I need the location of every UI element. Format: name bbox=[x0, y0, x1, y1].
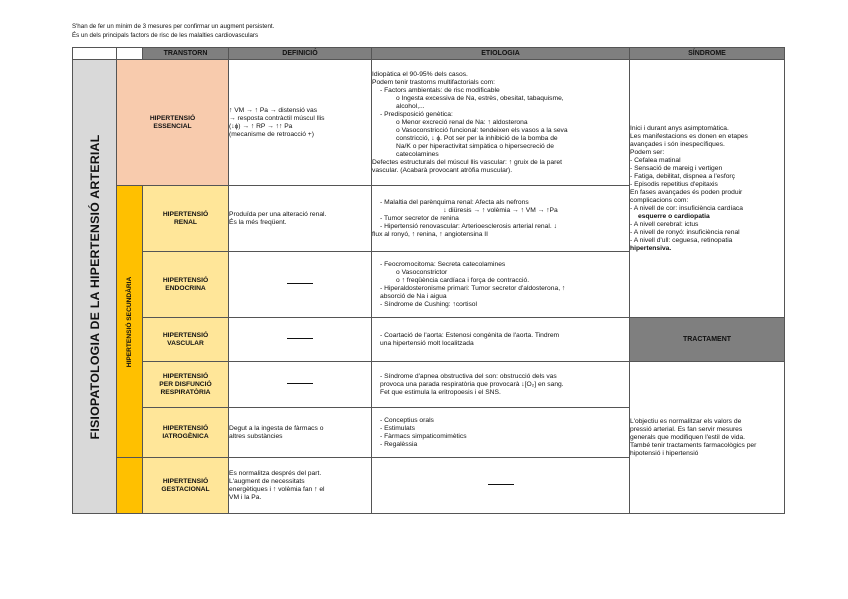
disorder-gestacional: HIPERTENSIÓ GESTACIONAL bbox=[143, 458, 229, 514]
definition-respiratoria bbox=[229, 362, 372, 408]
category-label: FISIOPATOLOGIA DE LA HIPERTENSIÓ ARTERIAL bbox=[87, 134, 102, 439]
definition-essencial: ↑ VM → ↑ Pa → distensió vas → resposta contràctil múscul llis (↓ɸ) → ↑ RP → ↑↑ Pa (mecanisme de retroacció +) bbox=[229, 60, 372, 186]
disorder-renal: HIPERTENSIÓ RENAL bbox=[143, 186, 229, 252]
header-blank bbox=[73, 48, 117, 60]
note-line: S'han de fer un mínim de 3 mesures per confirmar un augment persistent. bbox=[72, 23, 275, 30]
notes bbox=[72, 22, 274, 40]
header-definicio: DEFINICIÓ bbox=[229, 48, 372, 60]
etiology-vascular: - Coartació de l'aorta: Estenosi congènita de l'aorta. Tindrem una hipertensió molt localitzada bbox=[372, 318, 630, 362]
etiology-endocrina: - Feocromocitoma: Secreta catecolamines o Vasoconstrictor o ↑ freqüència cardíaca i força de contracció. - Hiperaldosteronisme primari: Tumor secretor d'aldosterona, ↑ absorció de Na i aigua - Síndrome de Cushing: ↑cortisol bbox=[372, 252, 630, 318]
hypertension-table bbox=[72, 47, 785, 514]
header-etiologia: ETIOLOGIA bbox=[372, 48, 630, 60]
subcategory-label: HIPERTENSIÓ SECUNDÀRIA bbox=[125, 276, 133, 367]
note-line: És un dels principals factors de risc de les malalties cardiovasculars bbox=[72, 32, 259, 39]
definition-iatrogenica: Degut a la ingesta de fàrmacs o altres substàncies bbox=[229, 408, 372, 458]
subcategory-cell bbox=[117, 186, 143, 458]
subcategory-filler bbox=[117, 458, 143, 514]
definition-vascular bbox=[229, 318, 372, 362]
etiology-iatrogenica: - Conceptius orals - Estimulats - Fàrmacs simpaticomimètics - Regalèssia bbox=[372, 408, 630, 458]
disorder-vascular: HIPERTENSIÓ VASCULAR bbox=[143, 318, 229, 362]
disorder-iatrogenica: HIPERTENSIÓ IATROGÈNICA bbox=[143, 408, 229, 458]
category-cell bbox=[73, 60, 117, 514]
syndrome-cell: Inici i durant anys asimptomàtica. Les manifestacions es donen en etapes avançades i són inespecífiques. Podem ser: - Cefalea matinal - Sensació de mareig i vertigen - Fatiga, debilitat, dispnea a l'esforç - Episodis repetitius d'epitaxis En fases avançades és poden produir complicacions com: - A nivell de cor: insuficiència cardíaca esquerre o cardiopatia - A nivell cerebral: ictus - A nivell de ronyó: insuficiència renal - A nivell d'ull: ceguesa, retinopatia hipertensiva. bbox=[630, 60, 785, 318]
header-sindrome: SÍNDROME bbox=[630, 48, 785, 60]
etiology-renal: - Malaltia del parènquima renal: Afecta als nefrons ↓ diüresis → ↑ volèmia → ↑ VM → ↑Pa - Tumor secretor de renina - Hipertensió renovascular: Arterioesclerosis arterial renal. ↓ flux al ronyó, ↑ renina, ↑ angiotensina II bbox=[372, 186, 630, 252]
disorder-endocrina: HIPERTENSIÓ ENDOCRINA bbox=[143, 252, 229, 318]
header-tractament: TRACTAMENT bbox=[630, 318, 785, 362]
treatment-cell: L'objectiu es normalitzar els valors de pressió arterial. Es fan servir mesures generals que modifiquen l'estil de vida. També tenir tractaments farmacològics per hipotensió i hipertensió bbox=[630, 362, 785, 514]
definition-renal: Produïda per una alteració renal. És la més freqüent. bbox=[229, 186, 372, 252]
etiology-essencial: Idiopàtica el 90-95% dels casos. Podem tenir trastorns multifactorials com: - Factors ambientals: de risc modificable o Ingesta excessiva de Na, estrès, obesitat, tabaquisme, alcohol,... - Predisposició genètica: o Menor excreció renal de Na: ↑ aldosterona o Vasoconstricció funcional: tendeixen els vasos a la seva constricció, ↓ ɸ. Pot ser per la inhibició de la bomba de Na/K o per hiperactivitat simpàtica o hipersecreció de catecolamines Defectes estructurals del múscul llis vascular: ↑ gruix de la paret vascular. (Acabarà provocant atròfia muscular). bbox=[372, 60, 630, 186]
definition-endocrina bbox=[229, 252, 372, 318]
etiology-gestacional bbox=[372, 458, 630, 514]
etiology-respiratoria: - Síndrome d'apnea obstructiva del son: obstrucció dels vas provoca una parada respiratòria que provocarà ↓[O₂] en sang. Fet que estimula la eritropoesis i el SNS. bbox=[372, 362, 630, 408]
header-transtorn: TRANSTORN bbox=[143, 48, 229, 60]
header-blank bbox=[117, 48, 143, 60]
definition-gestacional: Es normalitza després del part. L'augment de necessitats energètiques i ↑ volèmia fan ↑ el VM i la Pa. bbox=[229, 458, 372, 514]
disorder-essencial: HIPERTENSIÓ ESSENCIAL bbox=[117, 60, 229, 186]
disorder-respiratoria: HIPERTENSIÓ PER DISFUNCIÓ RESPIRATÒRIA bbox=[143, 362, 229, 408]
